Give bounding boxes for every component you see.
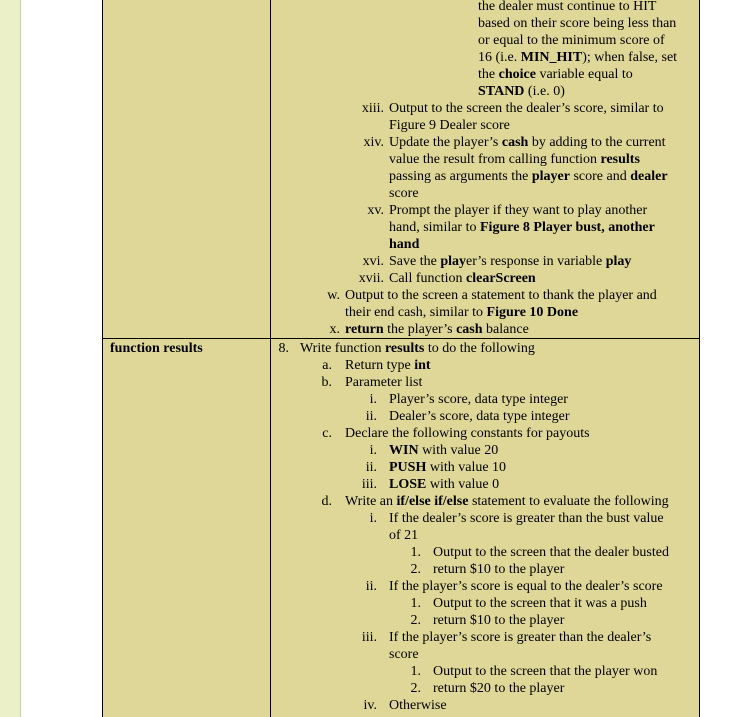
list-item-line: passing as arguments the player score and dealer <box>389 169 668 184</box>
roman-numeral: xiv. <box>363 135 384 150</box>
step-number: 2. <box>410 613 421 628</box>
list-item-line: Dealer’s score, data type integer <box>389 409 570 424</box>
table-row-divider <box>102 338 700 339</box>
step-number: 2. <box>410 681 421 696</box>
roman-numeral: iv. <box>363 698 377 713</box>
table-border-left <box>102 0 103 717</box>
list-item-line: of 21 <box>389 528 419 543</box>
list-item-line: Otherwise <box>389 698 447 713</box>
list-item-line: Save the player’s response in variable play <box>389 254 632 269</box>
step-number: 1. <box>410 545 421 560</box>
list-item-line: Parameter list <box>345 375 423 390</box>
roman-numeral: xiii. <box>361 101 384 116</box>
list-item-line: score <box>389 186 419 201</box>
page-margin <box>21 0 102 717</box>
list-item-line: value the result from calling function results <box>389 152 640 167</box>
letter-marker: x. <box>329 322 340 337</box>
list-item-line: Update the player’s cash by adding to the current <box>389 135 666 150</box>
roman-numeral: iii. <box>361 630 377 645</box>
list-item-line: Output to the screen that the player won <box>433 664 658 679</box>
continuation-line: the dealer must continue to HIT <box>478 0 657 14</box>
list-item-line: return $10 to the player <box>433 613 565 628</box>
letter-marker: b. <box>321 375 332 390</box>
list-item-line: WIN with value 20 <box>389 443 499 458</box>
roman-numeral: xv. <box>367 203 384 218</box>
list-item-line: their end cash, similar to Figure 10 Done <box>345 305 579 320</box>
step-number: 1. <box>410 664 421 679</box>
list-item-line: score <box>389 647 419 662</box>
list-item-line: Declare the following constants for payouts <box>345 426 590 441</box>
list-item-line: Output to the screen that it was a push <box>433 596 647 611</box>
step-number: 1. <box>410 596 421 611</box>
table-border-right <box>699 0 700 717</box>
list-item-line: return $20 to the player <box>433 681 565 696</box>
letter-marker: a. <box>322 358 332 373</box>
list-item-line: Call function clearScreen <box>389 271 536 286</box>
list-item-line: If the dealer’s score is greater than the bust value <box>389 511 664 526</box>
list-item-line: Figure 9 Dealer score <box>389 118 510 133</box>
letter-marker: c. <box>322 426 332 441</box>
page-margin-band <box>0 0 21 717</box>
list-item-line: If the player’s score is equal to the dealer’s score <box>389 579 663 594</box>
step-number: 8. <box>278 341 289 356</box>
list-item-line: Output to the screen that the dealer busted <box>433 545 669 560</box>
list-item-line: PUSH with value 10 <box>389 460 507 475</box>
list-item-line: return the player’s cash balance <box>345 322 529 337</box>
list-item-line: Return type int <box>345 358 431 373</box>
list-item-line: LOSE with value 0 <box>389 477 500 492</box>
list-item-line: hand <box>389 237 420 252</box>
step-number: 2. <box>410 562 421 577</box>
roman-numeral: ii. <box>365 460 377 475</box>
list-item-line: Output to the screen a statement to thank the player and <box>345 288 657 303</box>
continuation-line: based on their score being less than <box>478 16 677 31</box>
function-results-label: function results <box>110 341 203 356</box>
list-item-line: Write an if/else if/else statement to evaluate the following <box>345 494 669 509</box>
roman-numeral: xvii. <box>358 271 384 286</box>
continuation-line: 16 (i.e. MIN_HIT); when false, set <box>478 50 678 65</box>
roman-numeral: xvi. <box>362 254 384 269</box>
list-item-line: Prompt the player if they want to play another <box>389 203 648 218</box>
step-text: Write function results to do the following <box>300 341 535 356</box>
list-item-line: return $10 to the player <box>433 562 565 577</box>
roman-numeral: ii. <box>365 409 377 424</box>
roman-numeral: ii. <box>365 579 377 594</box>
continuation-line: or equal to the minimum score of <box>478 33 665 48</box>
continuation-line: the choice variable equal to <box>478 67 633 82</box>
roman-numeral: iii. <box>361 477 377 492</box>
list-item-line: Player’s score, data type integer <box>389 392 568 407</box>
letter-marker: d. <box>321 494 332 509</box>
list-item-line: hand, similar to Figure 8 Player bust, another <box>389 220 655 235</box>
roman-numeral: i. <box>369 511 377 526</box>
letter-marker: w. <box>327 288 340 303</box>
list-item-line: Output to the screen the dealer’s score, similar to <box>389 101 664 116</box>
continuation-line: STAND (i.e. 0) <box>478 84 565 99</box>
list-item-line: If the player’s score is greater than the dealer’s <box>389 630 652 645</box>
roman-numeral: i. <box>369 443 377 458</box>
roman-numeral: i. <box>369 392 377 407</box>
table-column-divider <box>270 0 271 717</box>
